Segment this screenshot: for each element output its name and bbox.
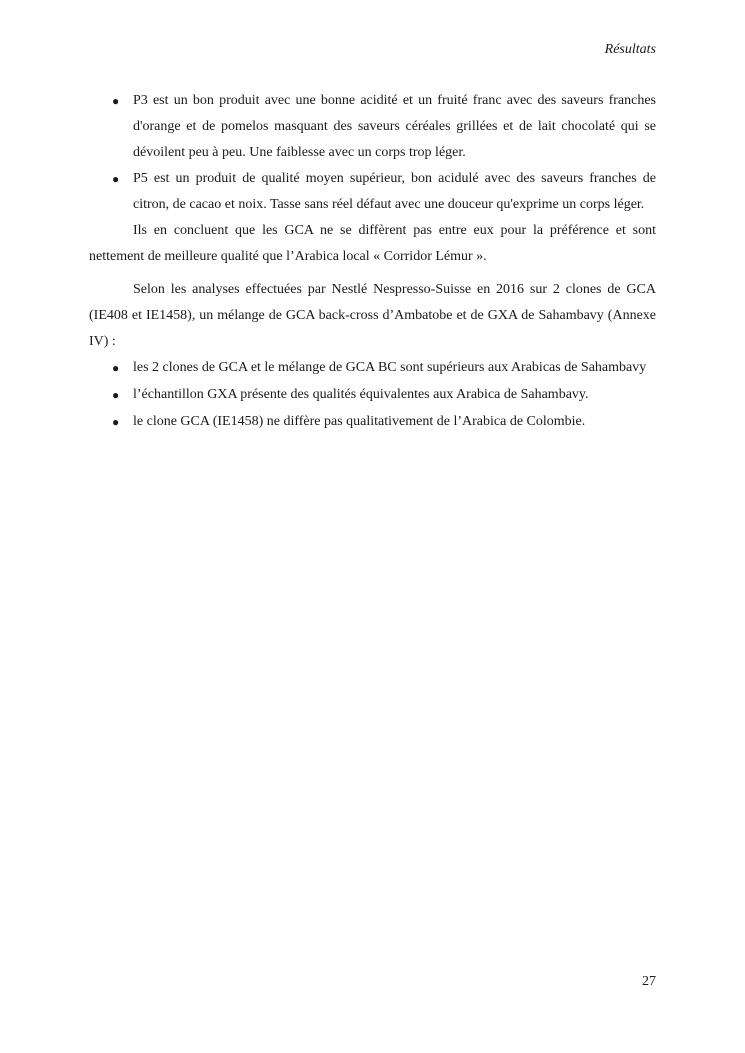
bullet-icon: ● — [112, 415, 120, 429]
list-item-text: les 2 clones de GCA et le mélange de GCA BC sont supérieurs aux Arabicas de Sahambavy — [133, 360, 647, 375]
bullet-icon: ● — [112, 94, 120, 108]
bullet-list-tasting — [89, 88, 656, 218]
list-item — [89, 166, 656, 218]
section-header: Résultats — [604, 42, 656, 57]
bullet-icon: ● — [112, 361, 120, 375]
paragraph-conclusion: Ils en concluent que les GCA ne se diffèrent pas entre eux pour la préférence et sont nettement de meilleure qualité que l’Arabica local « Corridor Lémur ». — [89, 223, 656, 264]
list-item-text: le clone GCA (IE1458) ne diffère pas qualitativement de l’Arabica de Colombie. — [133, 414, 586, 429]
paragraph-analyses: Selon les analyses effectuées par Nestlé Nespresso-Suisse en 2016 sur 2 clones de GCA (IE408 et IE1458), un mélange de GCA back-cross d’Ambatobe et de GXA de Sahambavy (Annexe IV) : — [89, 282, 656, 349]
list-item-text: P3 est un bon produit avec une bonne acidité et un fruité franc avec des saveurs franches d'orange et de pomelos masquant des saveurs céréales grillées et de lait chocolaté qui se dévoilent peu à peu. Une faiblesse avec un corps trop léger. — [133, 93, 656, 160]
bullet-icon: ● — [112, 388, 120, 402]
bullet-icon: ● — [112, 172, 120, 186]
list-item — [89, 88, 656, 166]
list-item-text: P5 est un produit de qualité moyen supérieur, bon acidulé avec des saveurs franches de citron, de cacao et noix. Tasse sans réel défaut avec une douceur qu'exprime un corps léger. — [133, 171, 656, 212]
page-body — [89, 88, 656, 435]
bullet-list-results — [89, 355, 656, 435]
list-item — [89, 355, 656, 381]
list-item — [89, 382, 656, 408]
list-item — [89, 409, 656, 435]
page-number: 27 — [642, 974, 656, 989]
list-item-text: l’échantillon GXA présente des qualités équivalentes aux Arabica de Sahambavy. — [133, 387, 589, 402]
